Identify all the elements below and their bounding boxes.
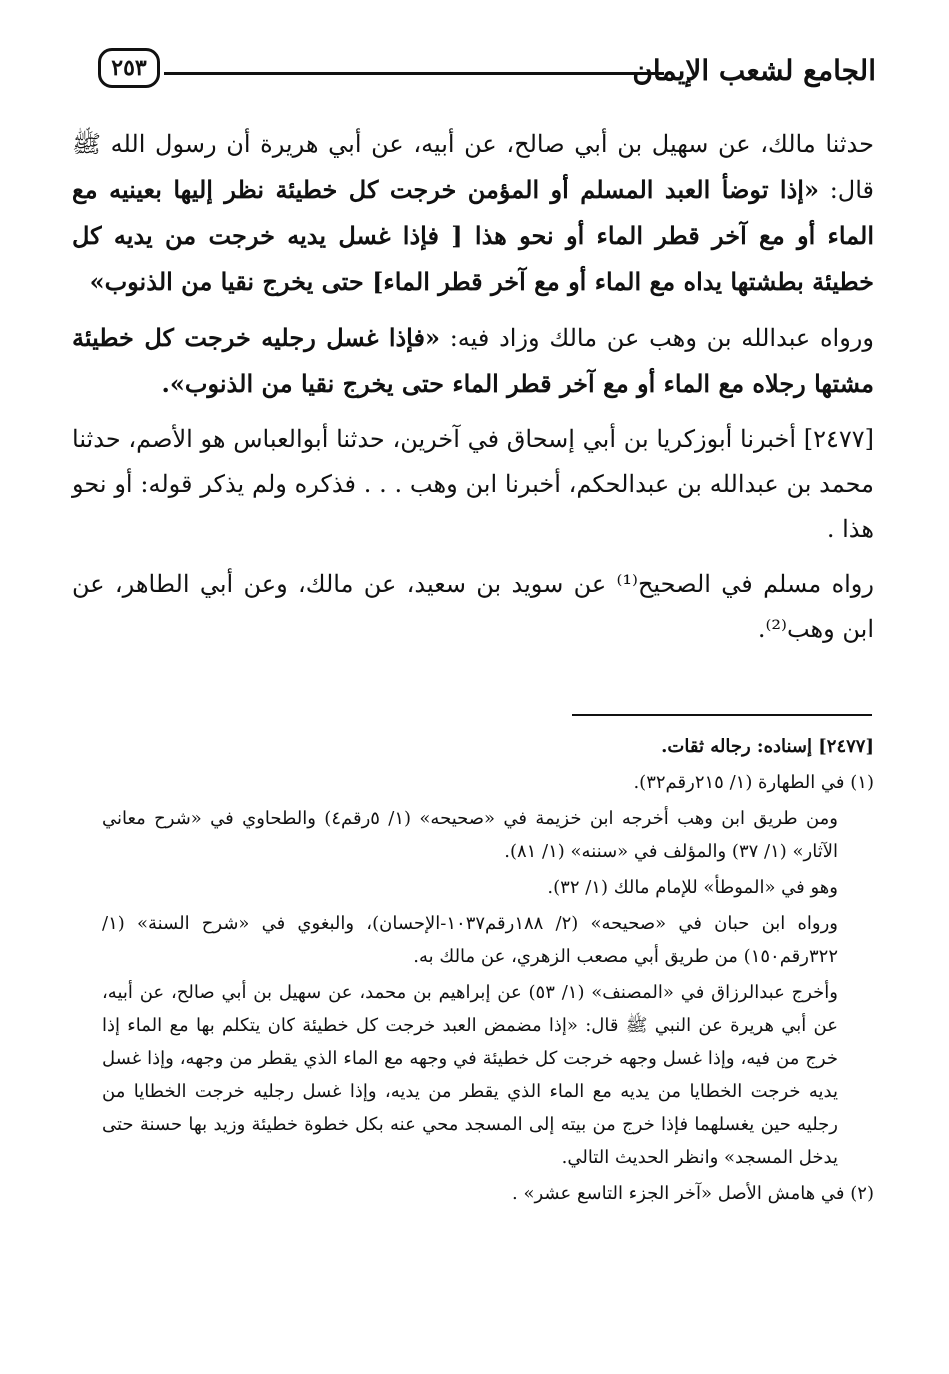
footnote-1-muwatta: وهو في «الموطأ» للإمام مالك (١/ ٣٢).: [547, 877, 838, 898]
isnad-text: حدثنا مالك، عن سهيل بن أبي صالح، عن أبيه، عن أبي هريرة أن رسول الله ﷺ قال:: [72, 130, 874, 204]
header-rule: [164, 72, 664, 75]
paragraph-2477: [٢٤٧٧] أخبرنا أبوزكريا بن أبي إسحاق في آخرين، حدثنا أبوالعباس هو الأصم، حدثنا محمد بن عبدالله بن عبدالحكم، أخبرنا ابن وهب . . . فذكره ولم يذكر قوله: أو نحو هذا .: [72, 425, 874, 543]
paragraph-hadith: [72, 122, 874, 305]
footnote-1-ibn-khuzaima: ومن طريق ابن وهب أخرجه ابن خزيمة في «صحيحه» (١/ ٥رقم٤) والطحاوي في «شرح معاني الآثار» (١/ ٣٧) والمؤلف في «سننه» (١/ ٨١).: [102, 808, 838, 862]
footnote-2: (٢) في هامش الأصل «آخر الجزء التاسع عشر» .: [512, 1183, 874, 1204]
hadith-quote: «إذا توضأ العبد المسلم أو المؤمن خرجت كل خطيئة نظر إليها بعينيه مع الماء أو مع آخر قطر الماء أو نحو هذا [ فإذا غسل يديه خرجت من يديه كل خطيئة بطشتها يداه مع الماء أو مع آخر قطر الماء] حتى يخرج نقيا من الذنوب»: [72, 175, 874, 296]
page-number: ٢٥٣: [98, 48, 160, 88]
main-text: [72, 122, 874, 662]
paragraph-ibn-wahb: [72, 315, 874, 407]
footnote-1-abdurrazzaq: وأخرج عبدالرزاق في «المصنف» (١/ ٥٣) عن إبراهيم بن محمد، عن سهيل بن أبي صالح، عن أبيه، عن أبي هريرة عن النبي ﷺ قال: «إذا مضمض العبد خرجت كل خطيئة كان يتكلم بها مع الماء إذا خرج من فيه، وإذا غسل وجهه خرجت كل خطيئة في وجهه مع الماء الذي يقطر من وجهه، وإذا غسل يديه خرجت الخطايا من يديه مع الماء الذي يقطر من يديه، وإذا غسل رجليه خرجت الخطايا من رجليه حين يغسلهما فإذا خرج من بيته إلى المسجد محي عنه بكل خطوة خطيئة وزيد بها حسنة حتى يدخل المسجد» وانظر الحديث التالي.: [102, 982, 838, 1168]
page-header: [98, 44, 876, 102]
footnote-separator: [572, 714, 872, 716]
narration-text: ورواه عبدالله بن وهب عن مالك وزاد فيه:: [449, 324, 874, 352]
footnote-isnad: [٢٤٧٧] إسناده: رجاله ثقات.: [661, 736, 874, 757]
running-title: الجامع لشعب الإيمان: [632, 54, 876, 87]
footnote-1-ibn-hibban: ورواه ابن حبان في «صحيحه» (٢/ ١٨٨رقم١٠٣٧-الإحسان)، والبغوي في «شرح السنة» (١/ ٣٢٢رقم١٥٠) من طريق أبي مصعب الزهري، عن مالك به.: [102, 913, 838, 967]
addition-quote: «فإذا غسل رجليه خرجت كل خطيئة مشتها رجلاه مع الماء أو مع آخر قطر الماء حتى يخرج نقيا من الذنوب».: [72, 323, 874, 398]
footnotes: [102, 730, 874, 1213]
paragraph-muslim: رواه مسلم في الصحيح⁽¹⁾ عن سويد بن سعيد، عن مالك، وعن أبي الطاهر، عن ابن وهب⁽²⁾.: [72, 570, 874, 643]
footnote-1: (١) في الطهارة (١/ ٢١٥رقم٣٢).: [633, 772, 874, 793]
